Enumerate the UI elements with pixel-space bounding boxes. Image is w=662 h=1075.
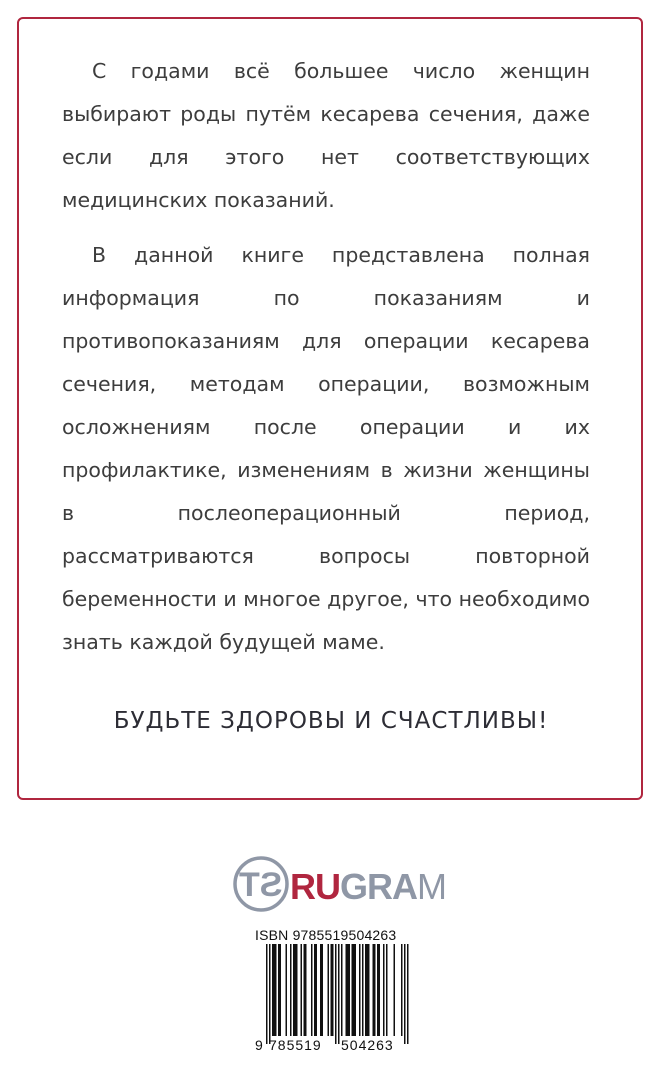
barcode-bar — [362, 944, 364, 1036]
slogan: БУДЬТЕ ЗДОРОВЫ И СЧАСТЛИВЫ! — [113, 708, 549, 734]
barcode-bar — [379, 944, 381, 1036]
barcode-bar — [278, 944, 280, 1036]
barcode-bar — [322, 944, 324, 1036]
barcode-bar — [383, 944, 385, 1036]
barcode-bar — [332, 944, 334, 1036]
barcode-bar — [305, 944, 307, 1036]
barcode-bar — [316, 944, 318, 1036]
barcode-bar — [377, 944, 379, 1036]
barcode-bar — [269, 944, 271, 1044]
barcode-digit-lead: 9 — [255, 1037, 263, 1053]
isbn-label: ISBN 9785519504263 — [255, 927, 397, 943]
isbn-barcode — [255, 944, 417, 1052]
barcode-bar — [349, 944, 351, 1036]
svg-text:RUGRAM — [290, 866, 446, 907]
barcode-bar — [331, 944, 333, 1036]
paragraph-1: С годами всё большее число женщин выбирают роды путём кесарева сечения, даже если для этого нет соответствующих медицинских показаний. — [62, 59, 590, 212]
barcode-bar — [367, 944, 369, 1036]
barcode-bar — [335, 944, 337, 1044]
barcode-bar — [353, 944, 355, 1036]
barcode-bar — [293, 944, 295, 1036]
barcode-digits-right: 504263 — [341, 1037, 394, 1053]
barcode-bar — [401, 944, 403, 1036]
barcode-bar — [304, 944, 306, 1036]
barcode-bar — [266, 944, 268, 1044]
barcode-bar — [404, 944, 406, 1044]
publisher-logo — [230, 851, 446, 913]
barcode-bar — [347, 944, 349, 1036]
barcode-bar — [314, 944, 316, 1036]
barcode-bar — [296, 944, 298, 1036]
barcode-digits-left: 785519 — [269, 1037, 322, 1053]
description-text — [62, 50, 590, 664]
barcode-bar — [311, 944, 313, 1036]
barcode-bar — [338, 944, 340, 1044]
barcode-bar — [374, 944, 376, 1036]
barcode-bar — [352, 944, 354, 1036]
barcode-bar — [373, 944, 375, 1036]
barcode-bar — [407, 944, 409, 1044]
logo-text-m: M — [417, 866, 446, 907]
barcode-bar — [368, 944, 370, 1036]
barcode-bar — [328, 944, 330, 1036]
barcode-bar — [280, 944, 282, 1036]
barcode-bar — [386, 944, 388, 1036]
barcode-bar — [301, 944, 303, 1036]
barcode-bar — [355, 944, 357, 1036]
barcode-bar — [365, 944, 367, 1036]
barcode-bar — [295, 944, 297, 1036]
barcode-bar — [359, 944, 361, 1036]
barcode-bar — [290, 944, 292, 1036]
barcode-bars — [266, 944, 409, 1044]
barcode-bar — [341, 944, 343, 1036]
barcode-bar — [320, 944, 322, 1036]
logo-text-gra: GRA — [340, 866, 417, 907]
barcode-bar — [274, 944, 276, 1036]
barcode-bar — [286, 944, 288, 1036]
barcode-bar — [275, 944, 277, 1036]
barcode-bar — [346, 944, 348, 1036]
paragraph-2: В данной книге представлена полная информация по показаниям и противопоказаниям для операции кесарева сечения, методам операции, возможным осложнениям после операции и их профилактике, изменениям в жизни женщины в послеоперационный период, рассматриваются вопросы повторной беременности и многое другое, что необходимо знать каждой будущей маме. — [62, 243, 590, 654]
barcode-bar — [394, 944, 396, 1036]
logo-emblem-text: TƧ — [239, 866, 283, 904]
logo-text-ru: RU — [290, 866, 340, 907]
barcode-bar — [272, 944, 274, 1036]
